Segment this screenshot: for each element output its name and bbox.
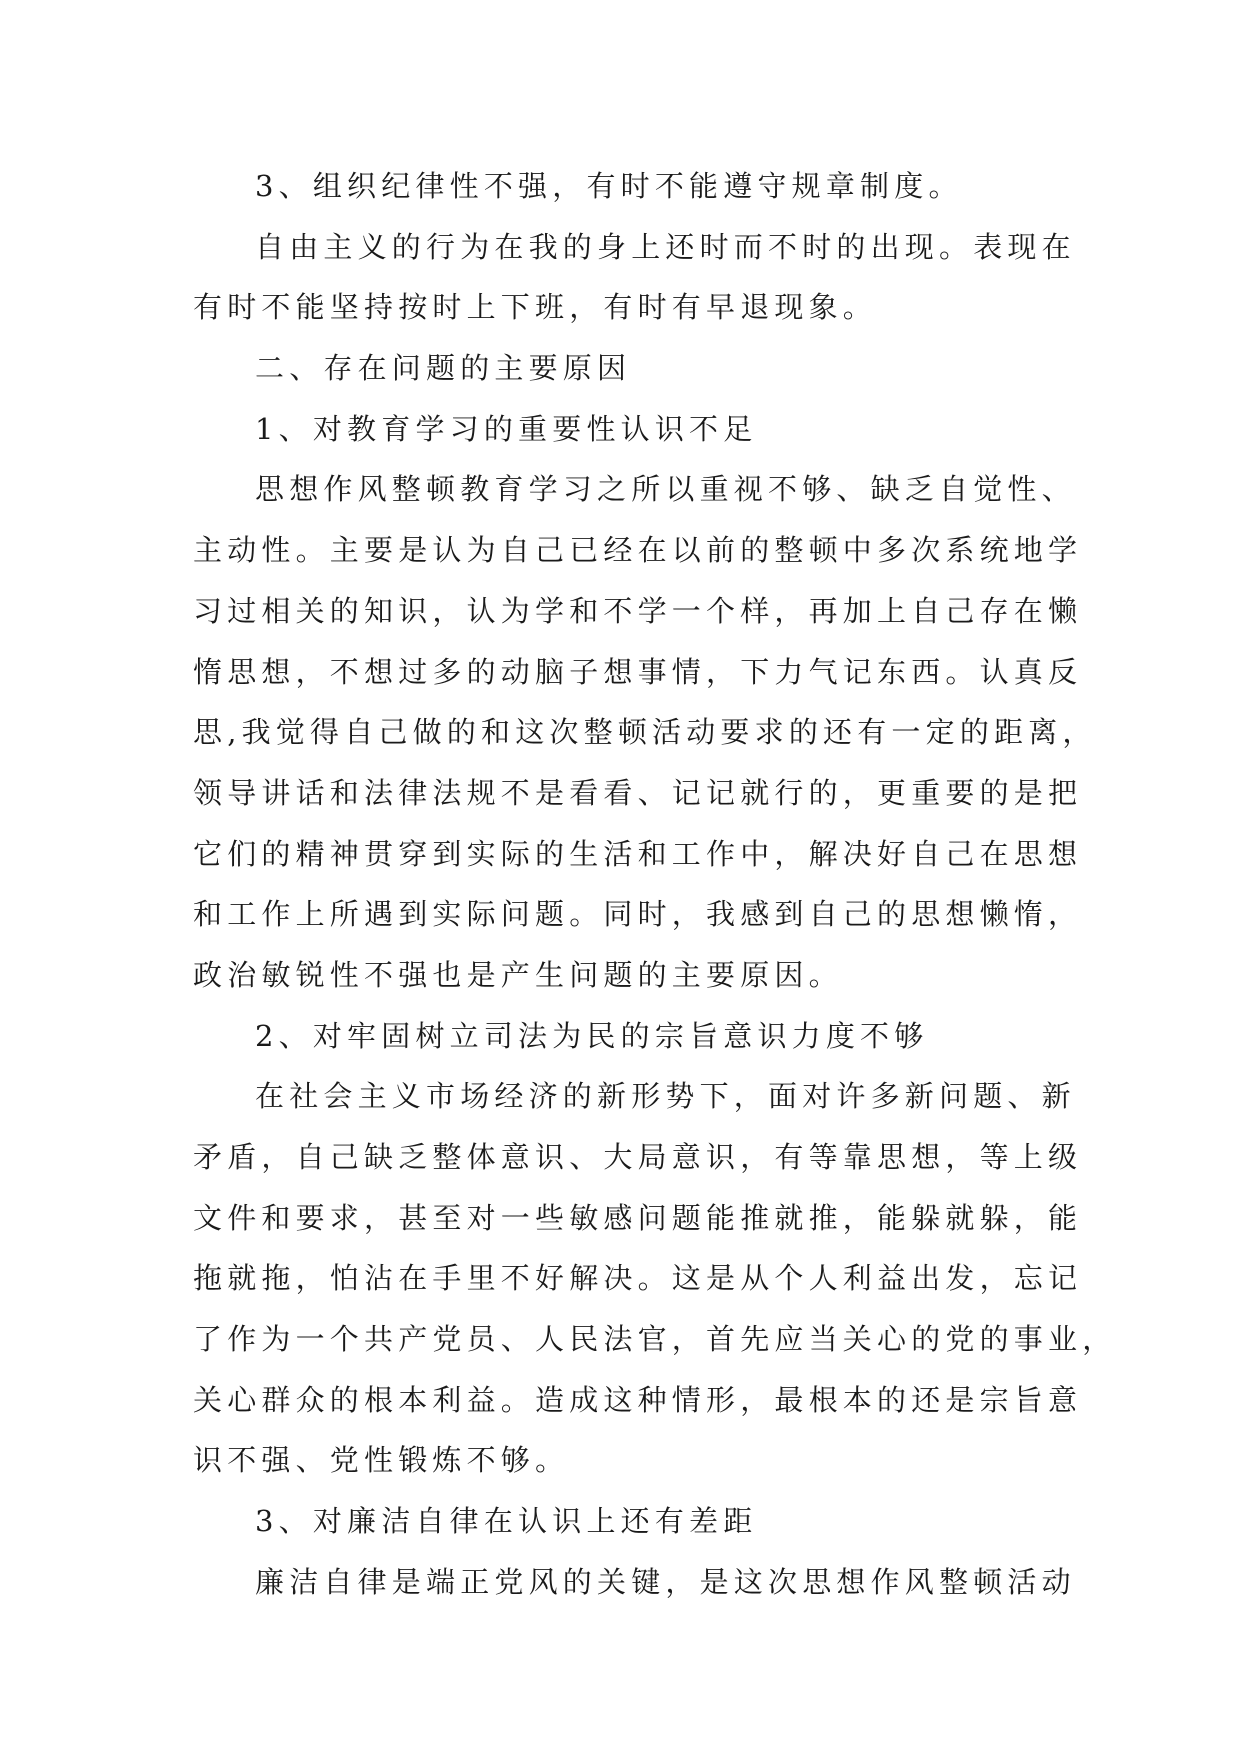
text-line: 思,我觉得自己做的和这次整顿活动要求的还有一定的距离， — [193, 715, 1097, 750]
text-line: 思想作风整顿教育学习之所以重视不够、缺乏自觉性、 — [255, 472, 1076, 507]
text-line: 有时不能坚持按时上下班，有时有早退现象。 — [193, 290, 878, 325]
text-line: 关心群众的根本利益。造成这种情形，最根本的还是宗旨意 — [193, 1382, 1083, 1417]
text-line: 惰思想，不想过多的动脑子想事情，下力气记东西。认真反 — [193, 654, 1083, 689]
text-line: 拖就拖，怕沾在手里不好解决。这是从个人利益出发，忘记 — [193, 1261, 1083, 1296]
text-line: 政治敏锐性不强也是产生问题的主要原因。 — [193, 957, 843, 992]
text-line: 了作为一个共产党员、人民法官，首先应当关心的党的事业， — [193, 1322, 1117, 1357]
text-line: 识不强、党性锻炼不够。 — [193, 1443, 570, 1478]
text-line: 它们的精神贯穿到实际的生活和工作中，解决好自己在思想 — [193, 836, 1083, 871]
text-line: 3、对廉洁自律在认识上还有差距 — [255, 1504, 758, 1539]
text-line: 主动性。主要是认为自己已经在以前的整顿中多次系统地学 — [193, 533, 1083, 568]
text-line: 自由主义的行为在我的身上还时而不时的出现。表现在 — [255, 229, 1076, 264]
text-line: 2、对牢固树立司法为民的宗旨意识力度不够 — [255, 1018, 929, 1053]
text-line: 廉洁自律是端正党风的关键，是这次思想作风整顿活动 — [255, 1564, 1076, 1599]
text-line: 在社会主义市场经济的新形势下，面对许多新问题、新 — [255, 1079, 1076, 1114]
text-line: 矛盾，自己缺乏整体意识、大局意识，有等靠思想，等上级 — [193, 1140, 1083, 1174]
text-line: 习过相关的知识，认为学和不学一个样，再加上自己存在懒 — [193, 593, 1083, 628]
text-line: 领导讲话和法律法规不是看看、记记就行的，更重要的是把 — [193, 775, 1083, 810]
text-line: 3、组织纪律性不强，有时不能遵守规章制度。 — [255, 169, 963, 203]
text-line: 1、对教育学习的重要性认识不足 — [255, 411, 758, 446]
text-line: 文件和要求，甚至对一些敏感问题能推就推，能躲就躲，能 — [193, 1200, 1083, 1235]
text-line: 和工作上所遇到实际问题。同时，我感到自己的思想懒惰， — [193, 897, 1083, 932]
document-body — [193, 156, 1117, 1613]
text-line: 二、存在问题的主要原因 — [255, 351, 632, 386]
